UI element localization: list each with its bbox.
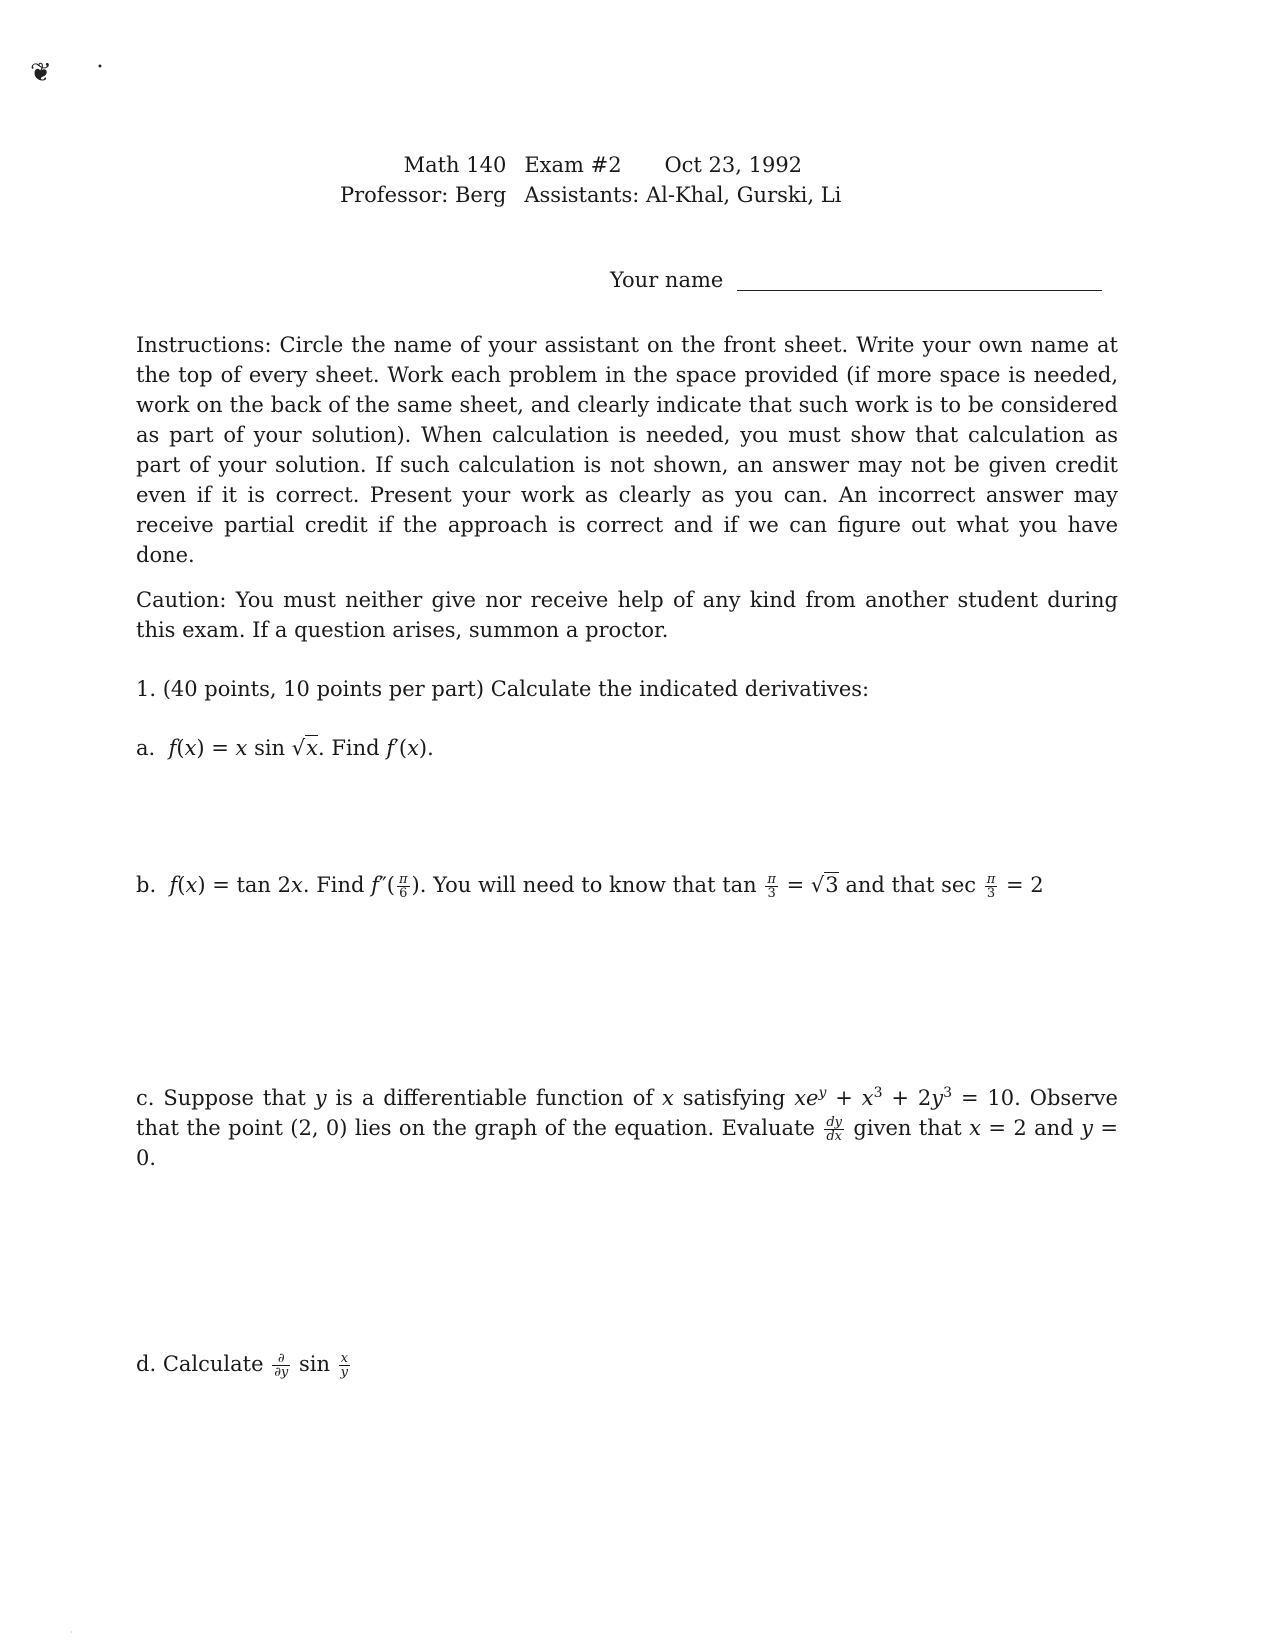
text-run: satisfying [682,1086,786,1110]
assistants-list: Assistants: Al-Khal, Gurski, Li [524,183,842,207]
professor-name: Professor: Berg [340,183,507,207]
text-run: and [1034,1116,1074,1140]
student-name-row [610,268,1102,292]
exam-header [340,150,855,210]
name-label: Your name [610,268,724,292]
stray-dot-mark: • [97,62,103,73]
equation: $\frac{\partial}{\partial y}$ sin $\frac{x}{y}$ [274,1351,349,1380]
part-label: b. [136,873,157,897]
find-word: Find [331,736,380,760]
equation: f(x) = tan 2x. [169,873,310,897]
text-run: is a differentiable function of [335,1086,654,1110]
problem-1c [136,1083,1118,1173]
equation: y [314,1086,327,1110]
problem-1-heading: 1. (40 points, 10 points per part) Calculate the indicated derivatives: [136,677,870,701]
equation: sec $\frac{\pi}{3}$ = 2 [941,872,1044,901]
problem-1a [136,733,1118,763]
hint-text: and that [845,873,935,897]
equation: x = 2 [969,1116,1027,1140]
hint-text: You will need to know that [433,873,716,897]
equation: tan $\frac{\pi}{3}$ = √3 [722,872,839,901]
equation: f(x) = x sin √x. [168,736,325,760]
equation: f′(x). [386,736,434,760]
equation: f″( $\frac{\pi}{6}$ ). [371,872,427,901]
text-run: given that [853,1116,962,1140]
exam-number: Exam #2 [524,153,622,177]
exam-date: Oct 23, 1992 [664,153,803,177]
part-label: c. [136,1086,155,1110]
equation: $xe^y + x^3 + 2y^3 = 10$. [794,1085,1021,1110]
text-run: Observe that the point (2, 0) lies on the graph of the equation. Evaluate [136,1086,1118,1140]
caution-paragraph: Caution: You must neither give nor receive help of any kind from another student during this exam. If a question arises, summon a proctor. [136,588,1118,642]
find-word: Find [316,873,365,897]
part-label: d. [136,1352,157,1376]
name-blank-line[interactable] [737,290,1102,291]
stray-dot-mark: · [70,1628,73,1637]
course-name: Math 140 [403,153,507,177]
text-run: Suppose that [163,1086,306,1110]
problem-1b [136,870,1118,900]
equation: y = 0. [136,1116,1118,1170]
equation: x [662,1086,674,1110]
stray-ink-mark: ❦ [30,58,52,88]
equation: $\frac{dy}{dx}$ [826,1115,843,1144]
part-label: a. [136,736,156,760]
problem-1d [136,1349,1118,1379]
instructions-paragraph: Instructions: Circle the name of your assistant on the front sheet. Write your own name at the top of every sheet. Work each problem in the space provided (if more space is needed, work on the back of the same sheet, and clearly indicate that such work is to be considered as part of your solution). When calculation is needed, you must show that calculation as part of your solution. If such calculation is not shown, an answer may not be given credit even if it is correct. Present your work as clearly as you can. An incorrect answer may receive partial credit if the approach is correct and if we can figure out what you have done. [136,333,1118,567]
text-run: Calculate [162,1352,264,1376]
